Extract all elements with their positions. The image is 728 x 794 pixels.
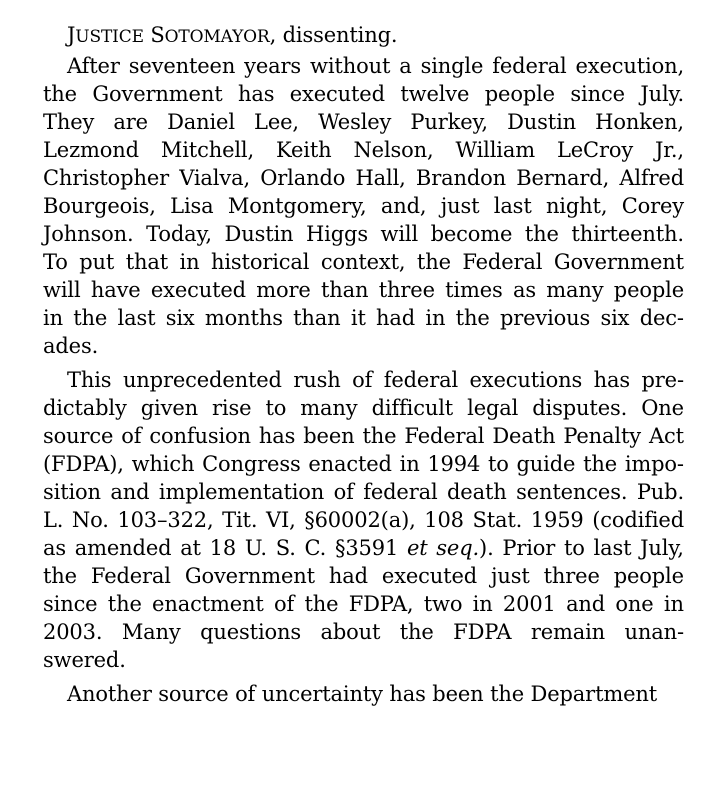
word: One (641, 396, 684, 420)
word: and (110, 480, 150, 504)
word: last (493, 194, 532, 218)
word: has (258, 424, 296, 448)
paragraph (43, 52, 684, 360)
word: Jr., (655, 138, 684, 162)
word: of (274, 592, 295, 616)
word: in (472, 592, 493, 616)
text-line (43, 304, 684, 332)
text-line (43, 332, 684, 360)
word: Department (530, 682, 658, 706)
word: in (399, 452, 420, 476)
word: has (593, 368, 630, 392)
word: three (543, 564, 600, 588)
word: Hall, (355, 166, 406, 190)
justice-initial: J (67, 23, 76, 47)
text-line (43, 478, 684, 506)
word: more (256, 278, 311, 302)
word: and (566, 592, 606, 616)
word: Brandon (415, 166, 506, 190)
word: than (293, 306, 341, 330)
word: the (43, 564, 77, 588)
word: have (90, 278, 141, 302)
word: just (440, 194, 480, 218)
word: Congress (202, 452, 301, 476)
word: Corey (621, 194, 684, 218)
text-line (43, 248, 684, 276)
word: enacted (308, 452, 392, 476)
word: 108 (424, 508, 464, 532)
word: people (613, 278, 684, 302)
word: Purkey, (410, 110, 488, 134)
word: many (546, 278, 604, 302)
text-line (43, 394, 684, 422)
word: FDPA, (348, 592, 414, 616)
word: the (455, 306, 490, 330)
word: L. (43, 508, 64, 532)
word: Penalty (563, 424, 641, 448)
word: Dustin (507, 110, 577, 134)
word: Stat. (472, 508, 523, 532)
word: Lezmond (43, 138, 139, 162)
paragraph (43, 366, 684, 674)
word: Pub. (636, 480, 684, 504)
word: the (416, 250, 451, 274)
word: Many (121, 620, 181, 644)
word: federal (363, 480, 438, 504)
word: 1994 (427, 452, 481, 476)
word: executions (469, 368, 583, 392)
word: remain (530, 620, 606, 644)
word: since (570, 82, 625, 106)
word: that (125, 250, 169, 274)
word: 18 (209, 536, 237, 560)
justice-rest: USTICE (75, 27, 144, 47)
word: Orlando (260, 166, 346, 190)
word: unprecedented (122, 368, 282, 392)
word: Lisa (170, 194, 214, 218)
word: After (67, 54, 120, 78)
word: federal (383, 368, 459, 392)
word: dec- (639, 306, 684, 330)
text-line (43, 450, 684, 478)
word: context, (320, 250, 406, 274)
word: Government (184, 564, 315, 588)
text-line (43, 276, 684, 304)
word: swered. (43, 648, 126, 672)
word: Federal (462, 250, 543, 274)
word: has (389, 682, 426, 706)
word: the (107, 592, 142, 616)
word: S. (275, 536, 296, 560)
word: rise (212, 396, 252, 420)
word: just (491, 564, 530, 588)
word: disputes. (532, 396, 628, 420)
word: as (43, 536, 66, 560)
word: Higgs (306, 222, 368, 246)
word: months (204, 306, 283, 330)
word: executed (381, 564, 478, 588)
word: Federal (90, 564, 171, 588)
word: impo- (624, 452, 684, 476)
word: had (328, 564, 368, 588)
word: six (165, 306, 195, 330)
word: the (304, 592, 339, 616)
name-rest: OTOMAYOR (164, 27, 270, 47)
word: three (378, 278, 435, 302)
word: Tit. (222, 508, 258, 532)
word: No. (71, 508, 109, 532)
word: death (447, 480, 507, 504)
text-line (43, 220, 684, 248)
opinion-body (43, 52, 684, 708)
word: since (43, 592, 98, 616)
word: which (131, 452, 195, 476)
text-line (43, 506, 684, 534)
name-initial: S (150, 23, 165, 47)
word: Lee, (254, 110, 299, 134)
word: Bernard, (516, 166, 610, 190)
word: in (179, 250, 200, 274)
word: Vialva, (179, 166, 250, 190)
word: implementation (158, 480, 325, 504)
word: questions (200, 620, 302, 644)
word: VI, (265, 508, 296, 532)
word: They (43, 110, 95, 134)
word: been (432, 682, 484, 706)
word: in (43, 306, 63, 330)
word: Honken, (595, 110, 684, 134)
word: thirteenth. (571, 222, 684, 246)
word: to (563, 536, 585, 560)
text-line (43, 192, 684, 220)
word: single (420, 54, 484, 78)
word: a (399, 54, 412, 78)
word: become (430, 222, 513, 246)
word: of (333, 480, 354, 504)
word: unan- (624, 620, 684, 644)
word: seq.). (436, 536, 494, 560)
word: Christopher (43, 166, 169, 190)
word: Today, (146, 222, 212, 246)
word: 1959 (530, 508, 584, 532)
word: 2003. (43, 620, 103, 644)
word: sentences. (516, 480, 628, 504)
word: execution, (575, 54, 684, 78)
word: the (43, 82, 77, 106)
word: to (487, 452, 509, 476)
word: six (600, 306, 630, 330)
word: 103–322, (117, 508, 214, 532)
word: given (140, 396, 198, 420)
word: night, (545, 194, 608, 218)
word: Another (67, 682, 152, 706)
word: times (445, 278, 503, 302)
word: many (300, 396, 358, 420)
word: §60002(a), (304, 508, 416, 532)
word: source (43, 424, 114, 448)
text-line (43, 590, 684, 618)
word: at (180, 536, 201, 560)
word: the (362, 424, 397, 448)
word: U. (244, 536, 267, 560)
word: without (310, 54, 391, 78)
word: legal (467, 396, 519, 420)
word: federal (492, 54, 567, 78)
word: rush (293, 368, 341, 392)
word: 2001 (502, 592, 556, 616)
word: source (158, 682, 229, 706)
word: Keith (276, 138, 332, 162)
word: will (43, 278, 81, 302)
text-line (43, 164, 684, 192)
word: previous (499, 306, 591, 330)
text-line (43, 80, 684, 108)
word: in (425, 306, 446, 330)
word: people (613, 564, 684, 588)
word: will (380, 222, 419, 246)
text-line (43, 52, 684, 80)
word: years (244, 54, 302, 78)
word: enactment (152, 592, 264, 616)
text-line (43, 108, 684, 136)
word: LeCroy (556, 138, 634, 162)
word: in (663, 592, 684, 616)
word: To (43, 250, 68, 274)
word: (FDPA), (43, 452, 124, 476)
word: July. (640, 82, 684, 106)
paragraph (43, 680, 684, 708)
word: put (79, 250, 115, 274)
word: uncertainty (261, 682, 383, 706)
word: to (265, 396, 287, 420)
word: William (455, 138, 535, 162)
word: guide (516, 452, 576, 476)
heading-suffix: , dissenting. (269, 23, 398, 47)
word: has (237, 82, 275, 106)
word: Johnson. (43, 222, 134, 246)
word: had (376, 306, 416, 330)
word: pre- (641, 368, 684, 392)
text-line (43, 646, 684, 674)
word: C. (304, 536, 327, 560)
word: Dustin (224, 222, 294, 246)
word: This (67, 368, 112, 392)
text-line (43, 534, 684, 562)
text-line (43, 680, 684, 708)
word: one (615, 592, 654, 616)
text-line (43, 562, 684, 590)
word: last (593, 536, 632, 560)
word: Nelson, (353, 138, 434, 162)
word: Government (92, 82, 223, 106)
word: FDPA (453, 620, 512, 644)
word: Prior (502, 536, 556, 560)
word: than (321, 278, 369, 302)
word: people (484, 82, 555, 106)
opinion-page (43, 18, 684, 708)
text-line (43, 618, 684, 646)
word: Bourgeois, (43, 194, 156, 218)
word: it (350, 306, 366, 330)
word: Federal (404, 424, 485, 448)
word: of (235, 682, 256, 706)
word: the (73, 306, 108, 330)
word: amended (74, 536, 172, 560)
word: two (423, 592, 463, 616)
word: seventeen (128, 54, 236, 78)
word: of (121, 424, 142, 448)
word: Daniel (167, 110, 235, 134)
word: executed (150, 278, 246, 302)
word: Mitchell, (160, 138, 255, 162)
word: the (583, 452, 618, 476)
word: Government (553, 250, 684, 274)
word: the (524, 222, 559, 246)
word: twelve (400, 82, 470, 106)
word: and, (380, 194, 427, 218)
word: historical (210, 250, 310, 274)
word: (codified (592, 508, 684, 532)
word: been (303, 424, 355, 448)
word: Wesley (318, 110, 392, 134)
word: ades. (43, 334, 99, 358)
word: executed (289, 82, 385, 106)
word: §3591 (334, 536, 399, 560)
word: Alfred (619, 166, 684, 190)
text-line (43, 366, 684, 394)
word: July, (640, 536, 684, 560)
word: of (352, 368, 373, 392)
word: Death (492, 424, 556, 448)
word: are (113, 110, 148, 134)
word: about (320, 620, 381, 644)
word: dictably (43, 396, 127, 420)
text-line (43, 422, 684, 450)
word: Montgomery, (227, 194, 367, 218)
word: the (490, 682, 525, 706)
word: Act (648, 424, 684, 448)
text-line (43, 136, 684, 164)
word: confusion (149, 424, 251, 448)
word: last (117, 306, 156, 330)
word: the (399, 620, 434, 644)
opinion-heading (43, 18, 684, 52)
word: et (406, 536, 428, 560)
word: sition (43, 480, 101, 504)
word: difficult (371, 396, 454, 420)
word: as (512, 278, 536, 302)
